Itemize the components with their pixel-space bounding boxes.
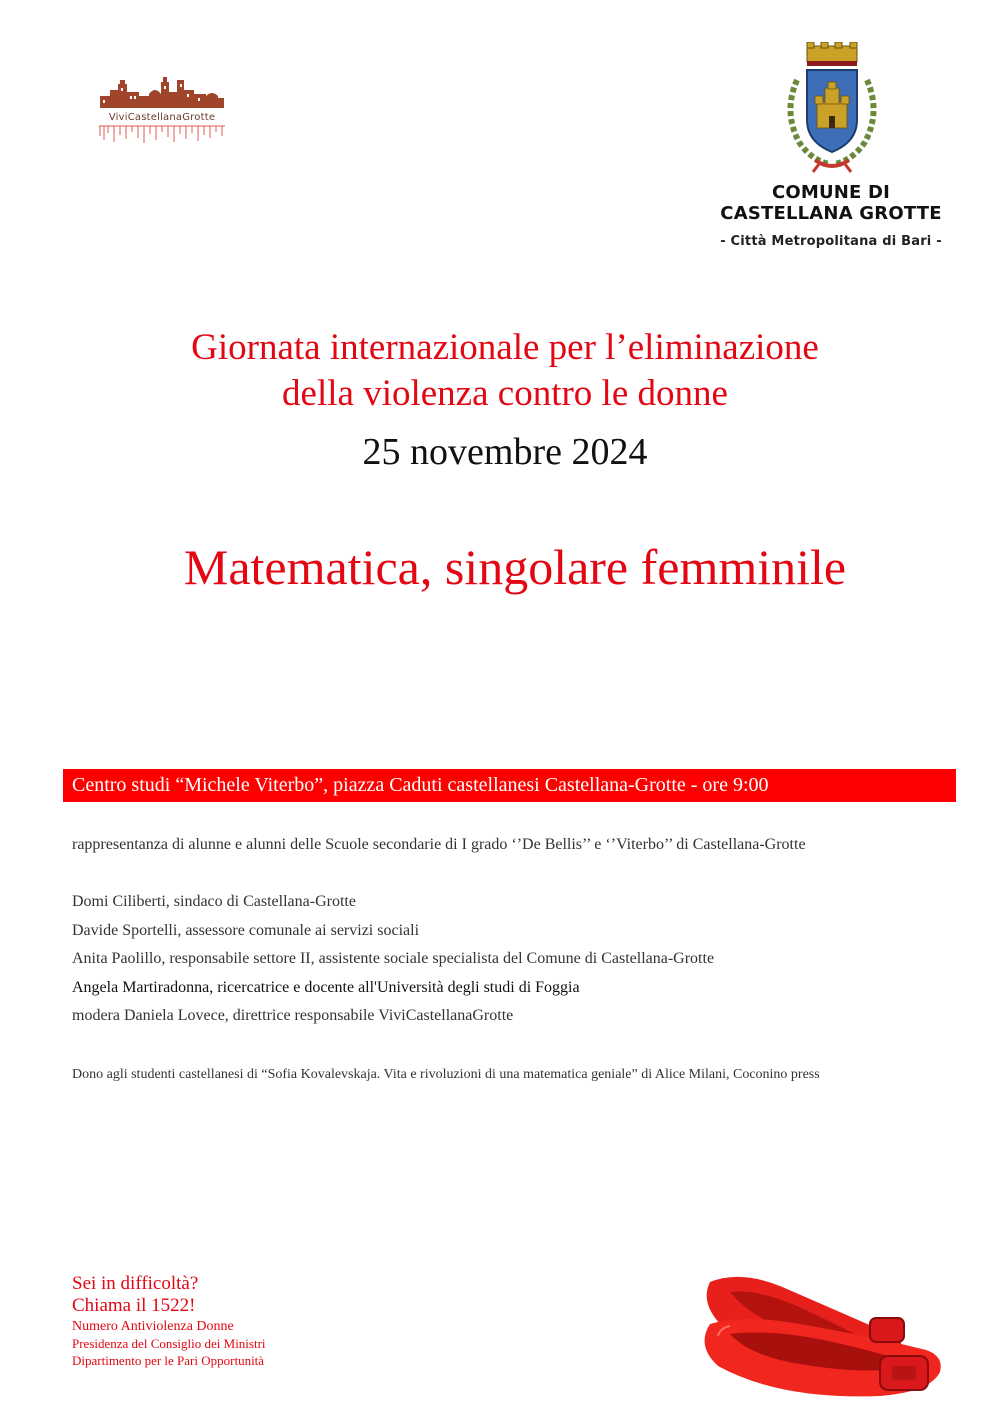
speaker-item: Domi Ciliberti, sindaco di Castellana-Grotte [72, 893, 356, 910]
helpline-presidency: Presidenza del Consiglio dei Ministri [72, 1336, 266, 1351]
helpline-question: Sei in difficoltà? [72, 1273, 199, 1294]
gift-note: Dono agli studenti castellanesi di “Sofia Kovalevskaja. Vita e rivoluzioni di una matematica geniale” di Alice Milani, Coconino press [72, 1067, 820, 1082]
stalactite-decoration-icon [98, 124, 226, 146]
helpline-name: Numero Antiviolenza Donne [72, 1319, 234, 1334]
comune-header [700, 42, 962, 257]
red-shoes-icon [690, 1262, 960, 1402]
program-students: rappresentanza di alunne e alunni delle Scuole secondarie di I grado ‘’De Bellis’’ e ‘’Viterbo’’ di Castellana-Grotte [72, 836, 806, 853]
town-skyline-icon [98, 74, 226, 114]
coat-of-arms-icon [777, 42, 887, 174]
event-location: Centro studi “Michele Viterbo”, piazza Caduti castellanesi Castellana-Grotte - ore 9:00 [72, 774, 769, 796]
speaker-item: Anita Paolillo, responsabile settore II, assistente sociale specialista del Comune di Castellana-Grotte [72, 950, 715, 967]
helpline-call: Chiama il 1522! [72, 1295, 196, 1316]
comune-name-line1: COMUNE DI [771, 182, 891, 203]
event-subtitle: Matematica, singolare femminile [183, 539, 847, 595]
logo-brand-text: ViviCastellanaGrotte [108, 112, 216, 123]
comune-subtitle: - Città Metropolitana di Bari - [720, 234, 942, 249]
speaker-item: Angela Martiradonna, ricercatrice e docente all'Università degli studi di Foggia [72, 979, 580, 996]
moderator-item: modera Daniela Lovece, direttrice responsabile ViviCastellanaGrotte [72, 1007, 514, 1024]
speaker-item: Davide Sportelli, assessore comunale ai servizi sociali [72, 922, 420, 939]
event-title-line2: della violenza contro le donne [282, 373, 728, 414]
event-date: 25 novembre 2024 [362, 431, 648, 473]
comune-name-line2: CASTELLANA GROTTE [720, 203, 942, 224]
location-bar [63, 769, 956, 802]
event-title-line1: Giornata internazionale per l’eliminazione [191, 327, 819, 368]
vivicastellanagrotte-logo [98, 74, 226, 144]
helpline-department: Dipartimento per le Pari Opportunità [72, 1353, 265, 1368]
